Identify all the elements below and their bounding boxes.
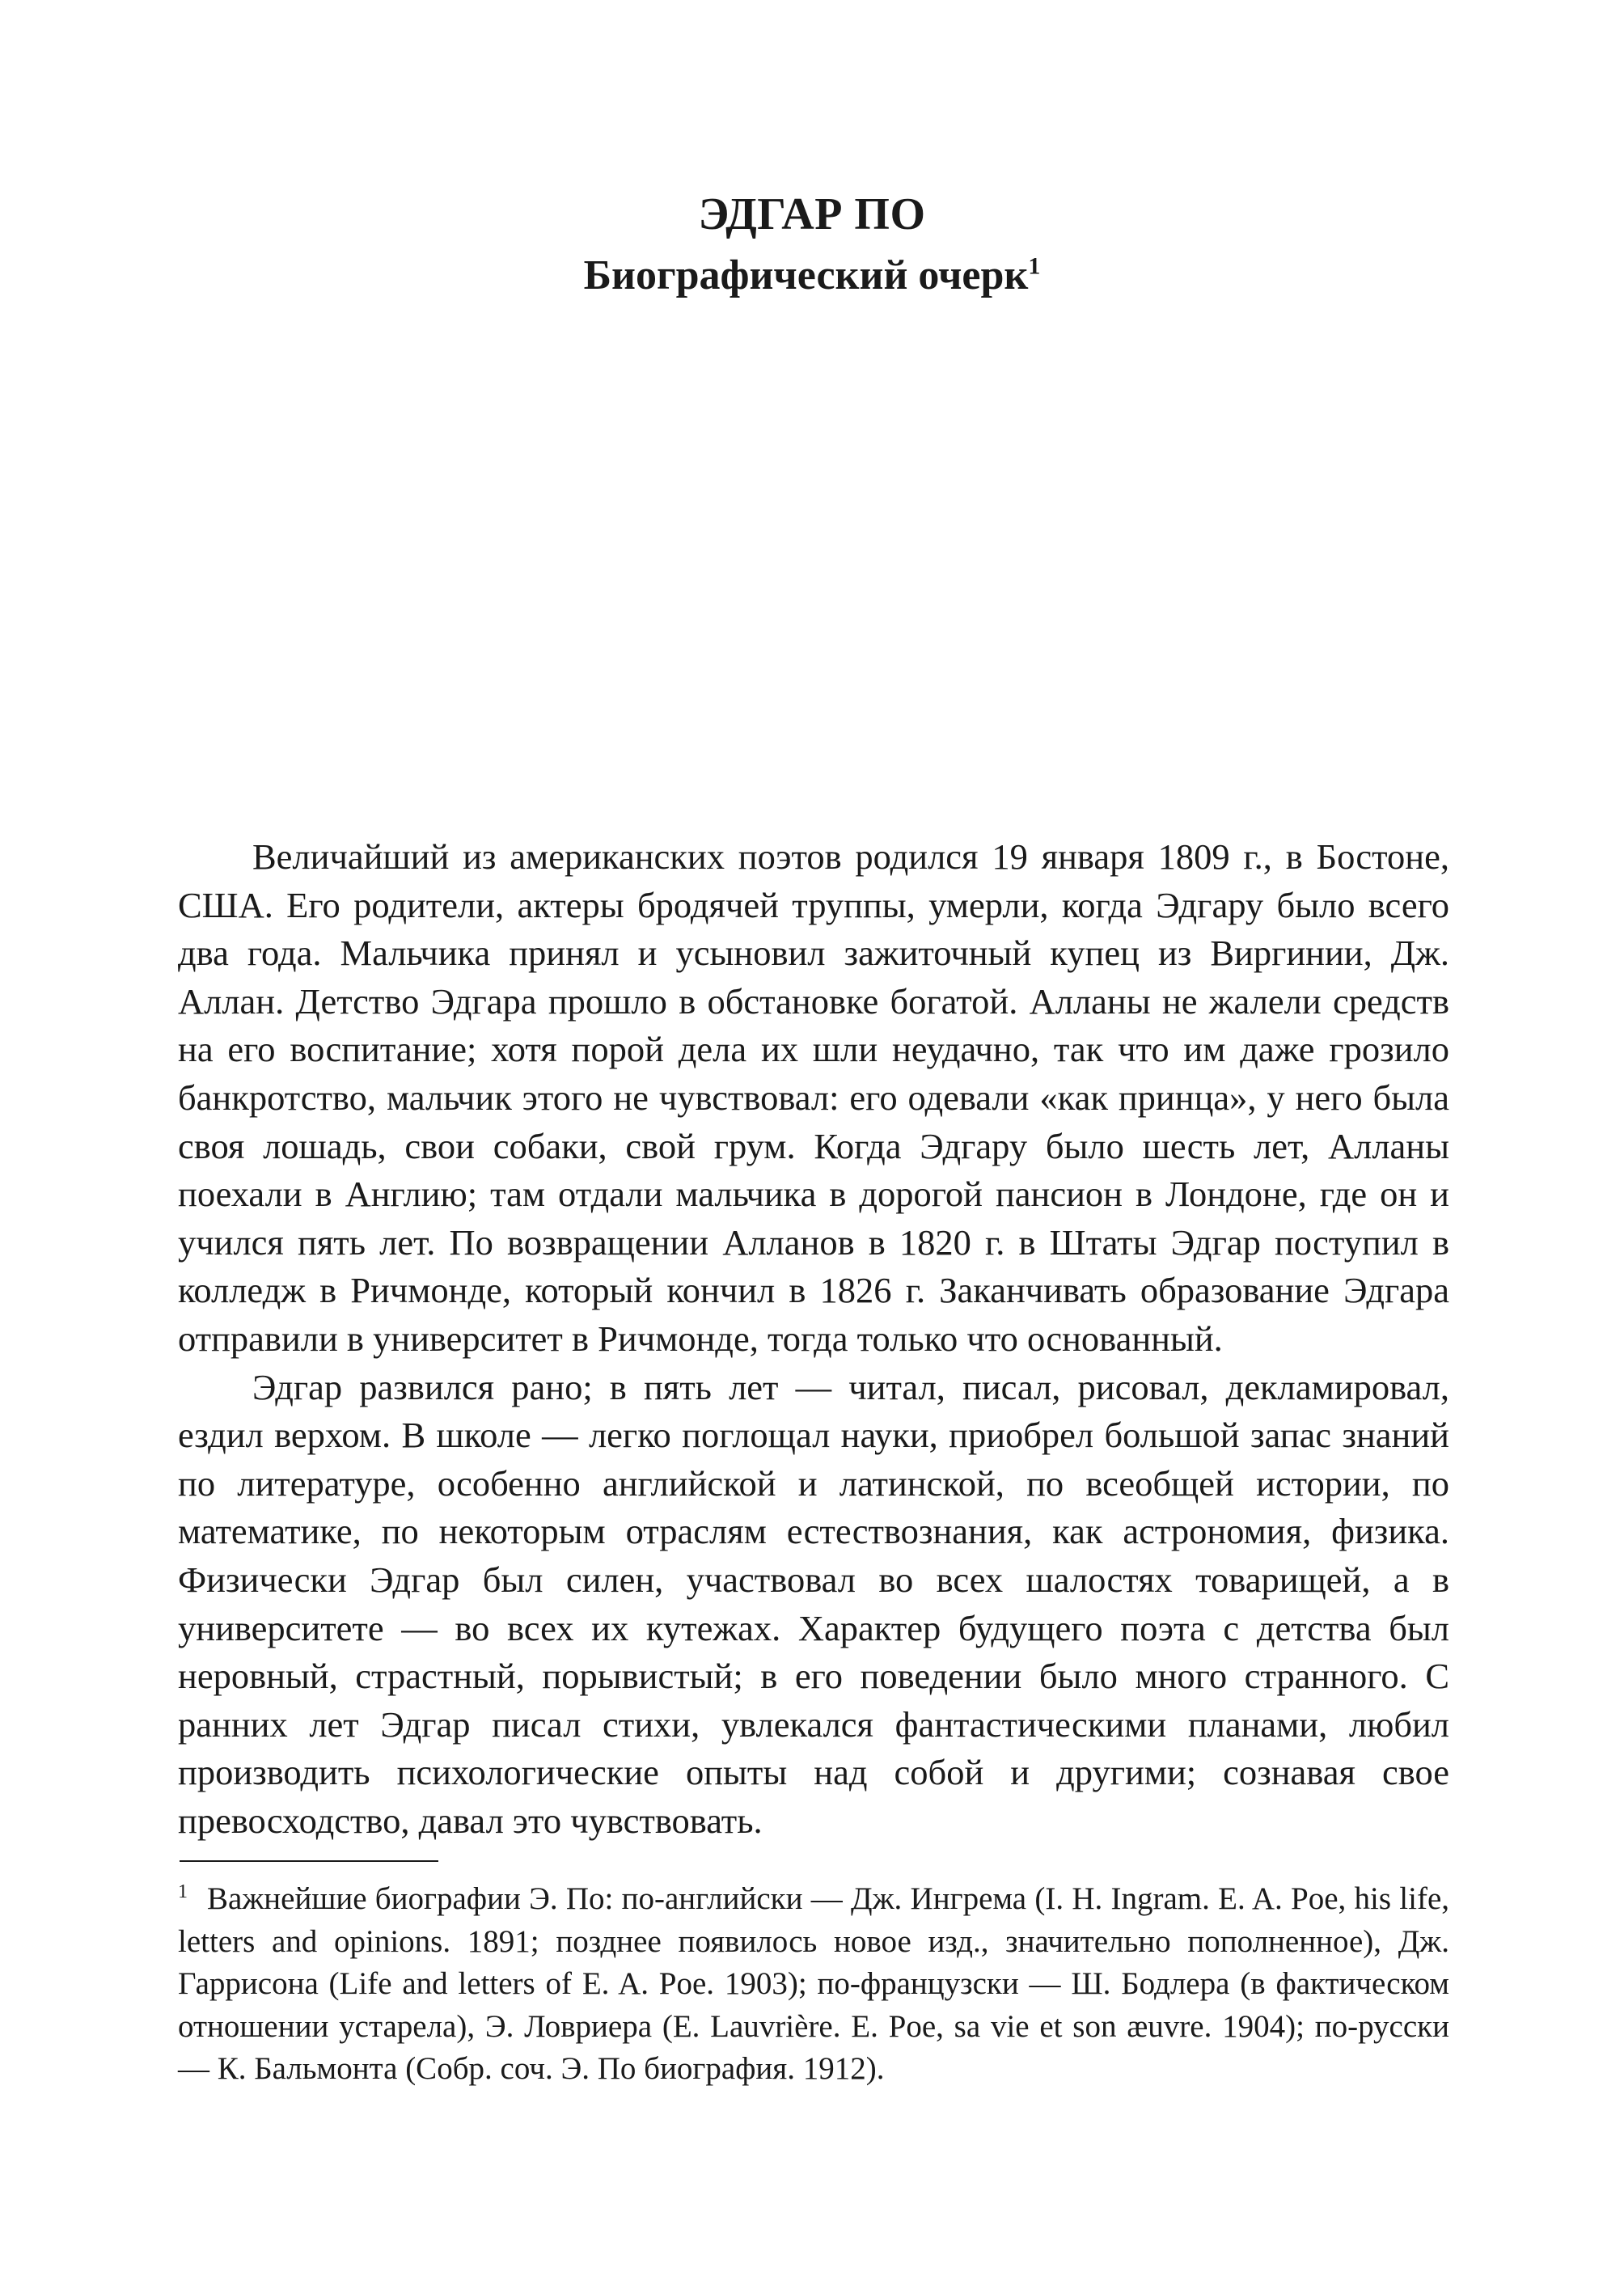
chapter-subtitle [0, 247, 1624, 305]
footnote-reference: 1 [1028, 252, 1041, 280]
paragraph: Эдгар развился рано; в пять лет — читал, писал, рисовал, декламировал, ездил верхом. В школе — легко поглощал науки, приобрел большой запас знаний по литературе, особенно английской и латинской, по всеобщей истории, по математике, по некоторым отраслям естествознания, как астрономия, физика. Физически Эдгар был силен, участвовал во всех шалостях товарищей, а в университете — во всех их кутежах. Характер будущего поэта с детства был неровный, страстный, порывистый; в его поведении было много странного. С ранних лет Эдгар писал стихи, увлекался фантастическими планами, любил производить психологические опыты над собой и другими; сознавая свое превосходство, давал это чувствовать. [178, 1366, 1449, 1841]
footnote-separator [180, 1860, 438, 1862]
body-text [178, 833, 1449, 1845]
footnote-mark: 1 [178, 1881, 188, 1902]
footnote-text: Важнейшие биографии Э. По: по-английски — Дж. Ингрема (I. H. Ingram. E. A. Poe, his life, letters and opinions. 1891; позднее появилось новое изд., значительно пополненное), Дж. Гаррисона (Life and letters of E. A. Poe. 1903); по-французски — Ш. Бодлера (в фактическом отношении устарела), Э. Ловриера (E. Lauvrière. E. Poe, sa vie et son æuvre. 1904); по-русски — К. Бальмонта (Собр. соч. Э. По биография. 1912). [178, 1881, 1449, 2086]
chapter-title: ЭДГАР ПО [698, 189, 926, 239]
footnote [178, 1878, 1449, 2091]
chapter-heading [0, 182, 1624, 305]
chapter-subtitle-text: Биографический очерк [583, 252, 1029, 298]
paragraph: Величайший из американских поэтов родился 19 января 1809 г., в Бостоне, США. Его родители, актеры бродячей труппы, умерли, когда Эдгару было всего два года. Мальчика принял и усыновил зажиточный купец из Виргинии, Дж. Аллан. Детство Эдгара прошло в обстановке богатой. Алланы не жалели средств на его воспитание; хотя порой дела их шли неудачно, так что им даже грозило банкротство, мальчик этого не чувствовал: его одевали «как принца», у него была своя лошадь, свои собаки, свой грум. Когда Эдгару было шесть лет, Алланы поехали в Англию; там отдали мальчика в дорогой пансион в Лондоне, где он и учился пять лет. По возвращении Алланов в 1820 г. в Штаты Эдгар поступил в колледж в Ричмонде, который кончил в 1826 г. Заканчивать образование Эдгара отправили в университет в Ричмонде, тогда только что основанный. [178, 836, 1449, 1359]
